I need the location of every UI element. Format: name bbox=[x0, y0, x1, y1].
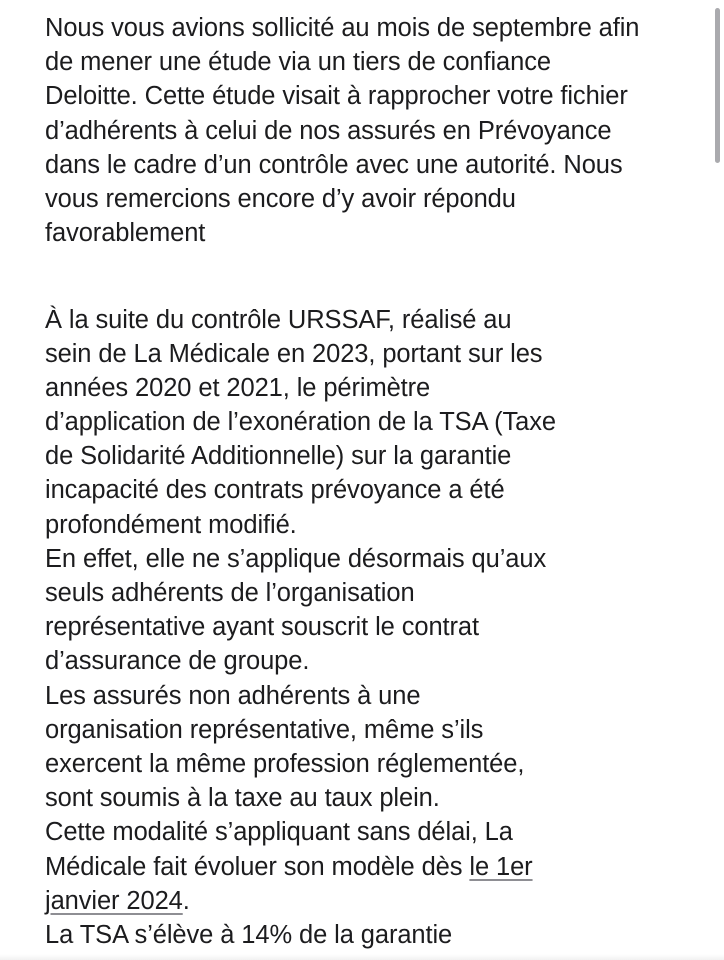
text-line: dans le cadre d’un contrôle avec une autorité. Nous bbox=[45, 150, 623, 179]
text-line: d’assurance de groupe. bbox=[45, 647, 310, 676]
text-line: de Solidarité Additionnelle) sur la garantie bbox=[45, 442, 512, 471]
paragraph-spacer bbox=[45, 285, 700, 303]
date-link[interactable]: janvier 2024 bbox=[45, 886, 183, 915]
text-line-with-date bbox=[45, 884, 700, 918]
text-line: En effet, elle ne s’applique désormais qu’aux bbox=[45, 544, 547, 573]
text-line: seuls adhérents de l’organisation bbox=[45, 579, 415, 607]
text-line: de mener une étude via un tiers de confiance bbox=[45, 48, 551, 77]
text-line: années 2020 et 2021, le périmètre bbox=[45, 373, 431, 402]
text-line: Deloitte. Cette étude visait à rapprocher votre fichier bbox=[45, 82, 628, 111]
bottom-edge bbox=[0, 954, 724, 960]
text-line: représentative ayant souscrit le contrat bbox=[45, 613, 479, 642]
date-link[interactable]: le 1er bbox=[469, 852, 533, 881]
text-line: exercent la même profession réglementée, bbox=[45, 749, 525, 778]
text-line: favorablement bbox=[45, 219, 206, 248]
text-line: Nous vous avions sollicité au mois de septembre afin bbox=[45, 14, 640, 42]
text-fragment: . bbox=[182, 886, 190, 915]
text-line: d’adhérents à celui de nos assurés en Prévoyance bbox=[45, 116, 612, 145]
text-line: d’application de l’exonération de la TSA (Taxe bbox=[45, 408, 556, 437]
text-line: profondément modifié. bbox=[45, 510, 297, 539]
text-line: organisation représentative, même s’ils bbox=[45, 715, 484, 744]
text-line-with-date bbox=[45, 850, 700, 884]
text-fragment: Médicale fait évoluer son modèle dès bbox=[45, 852, 470, 881]
text-line: Les assurés non adhérents à une bbox=[45, 681, 421, 710]
text-line: À la suite du contrôle URSSAF, réalisé au bbox=[45, 305, 512, 334]
text-line: sont soumis à la taxe au taux plein. bbox=[45, 784, 440, 813]
text-line: Cette modalité s’appliquant sans délai, La bbox=[45, 818, 513, 847]
paragraph-spacer bbox=[45, 250, 700, 284]
text-line: incapacité des contrats prévoyance a été bbox=[45, 476, 505, 505]
message-body bbox=[45, 11, 700, 952]
text-line: vous remercions encore d’y avoir répondu bbox=[45, 184, 516, 213]
text-line: sein de La Médicale en 2023, portant sur les bbox=[45, 339, 543, 368]
vertical-scrollbar[interactable] bbox=[715, 8, 720, 163]
text-line: La TSA s’élève à 14% de la garantie bbox=[45, 920, 453, 949]
